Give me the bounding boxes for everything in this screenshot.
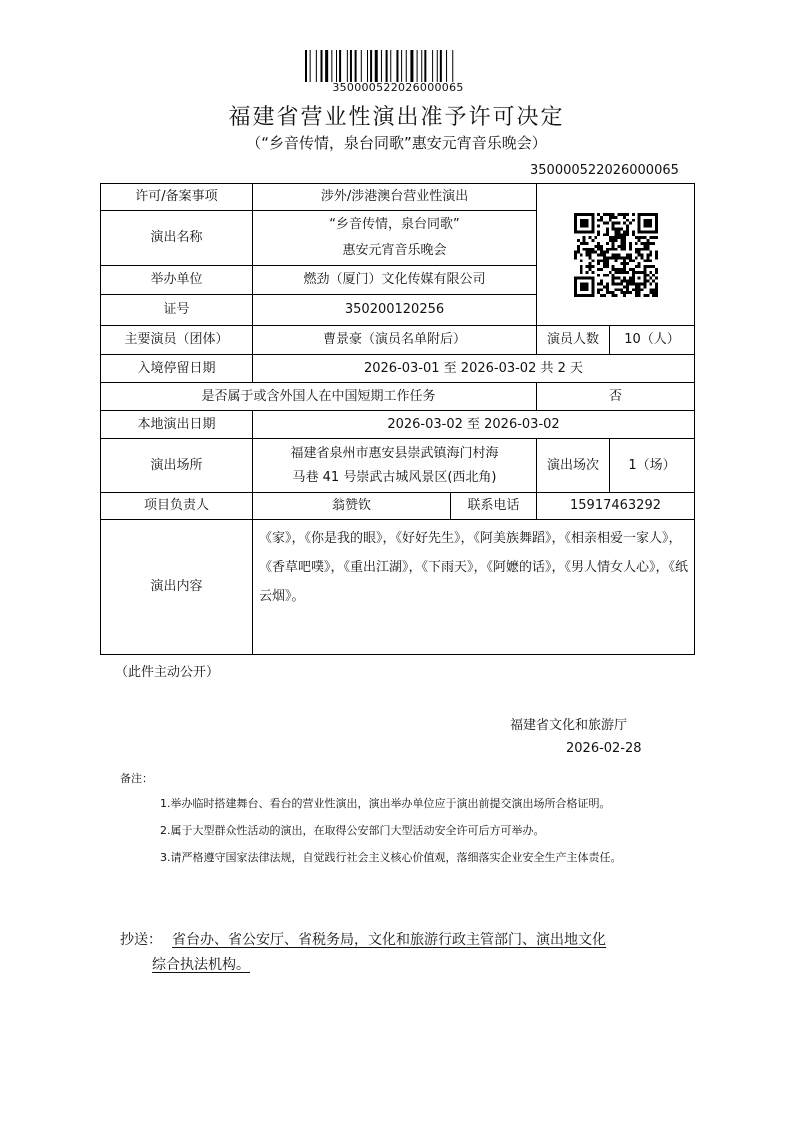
qr-code [574,213,658,297]
barcode [305,50,491,82]
venue-line-1: 福建省泉州市惠安县崇武镇海门村海 [290,445,499,461]
public-disclosure-note: （此件主动公开） [115,665,220,680]
phone-value: 15917463292 [537,493,695,520]
show-name-line-1: “乡音传情，泉台同歌” [329,217,460,232]
venue-label: 演出场所 [101,439,253,493]
foreign-work-label: 是否属于或含外国人在中国短期工作任务 [101,383,537,411]
show-name-value [253,211,537,266]
cc-recipients-line-1: 省台办、省公安厅、省税务局，文化和旅游行政主管部门、演出地文化 [172,932,606,948]
remark-item: 1.举办临时搭建舞台、看台的营业性演出，演出举办单位应于演出前提交演出场所合格证明。 [160,797,611,810]
venue-value [253,439,537,493]
document-subtitle: （“乡音传情，泉台同歌”惠安元宵音乐晚会） [246,134,547,152]
organizer-label: 举办单位 [101,266,253,295]
qr-code-cell [537,184,695,326]
foreign-work-value: 否 [537,383,695,411]
remark-item: 3.请严格遵守国家法律法规，自觉践行社会主义核心价值观，落细落实企业安全生产主体责任。 [160,851,622,864]
remarks-label: 备注： [120,772,153,785]
performer-value: 曹景豪（演员名单附后） [253,326,537,355]
cc-label: 抄送： [120,932,162,948]
issue-date: 2026-02-28 [566,741,642,756]
phone-label: 联系电话 [451,493,537,520]
manager-value: 翁赞钦 [253,493,451,520]
barcode-number: 350000522026000065 [332,81,464,94]
local-date-value: 2026-03-02 至 2026-03-02 [253,411,695,439]
entry-stay-value: 2026-03-01 至 2026-03-02 共 2 天 [253,355,695,383]
filing-item-label: 许可/备案事项 [101,184,253,211]
document-title: 福建省营业性演出准予许可决定 [228,105,565,130]
local-date-label: 本地演出日期 [101,411,253,439]
show-name-line-2: 惠安元宵音乐晚会 [342,243,447,258]
performer-label: 主要演员（团体） [101,326,253,355]
cc-block [120,928,606,978]
sessions-label: 演出场次 [537,439,610,493]
content-label: 演出内容 [101,520,253,655]
content-value: 《家》，《你是我的眼》，《好好先生》，《阿美族舞蹈》，《相亲相爱一家人》，《香草吧噗》，《重出江湖》，《下雨天》，《阿嬷的话》，《男人情女人心》，《纸云烟》。 [253,520,695,655]
sessions-value: 1（场） [610,439,695,493]
performer-count-value: 10（人） [610,326,695,355]
permit-table [100,183,695,655]
performer-count-label: 演员人数 [537,326,610,355]
venue-line-2: 马巷 41 号崇武古城风景区(西北角) [292,469,497,485]
cc-recipients-line-2: 综合执法机构。 [152,957,250,973]
issuing-authority: 福建省文化和旅游厅 [510,718,628,733]
filing-item-value: 涉外/涉港澳台营业性演出 [253,184,537,211]
license-label: 证号 [101,295,253,326]
show-name-label: 演出名称 [101,211,253,266]
entry-stay-label: 入境停留日期 [101,355,253,383]
manager-label: 项目负责人 [101,493,253,520]
organizer-value: 燃劲（厦门）文化传媒有限公司 [253,266,537,295]
remark-item: 2.属于大型群众性活动的演出，在取得公安部门大型活动安全许可后方可举办。 [160,824,545,837]
document-number: 350000522026000065 [530,163,679,178]
license-value: 350200120256 [253,295,537,326]
